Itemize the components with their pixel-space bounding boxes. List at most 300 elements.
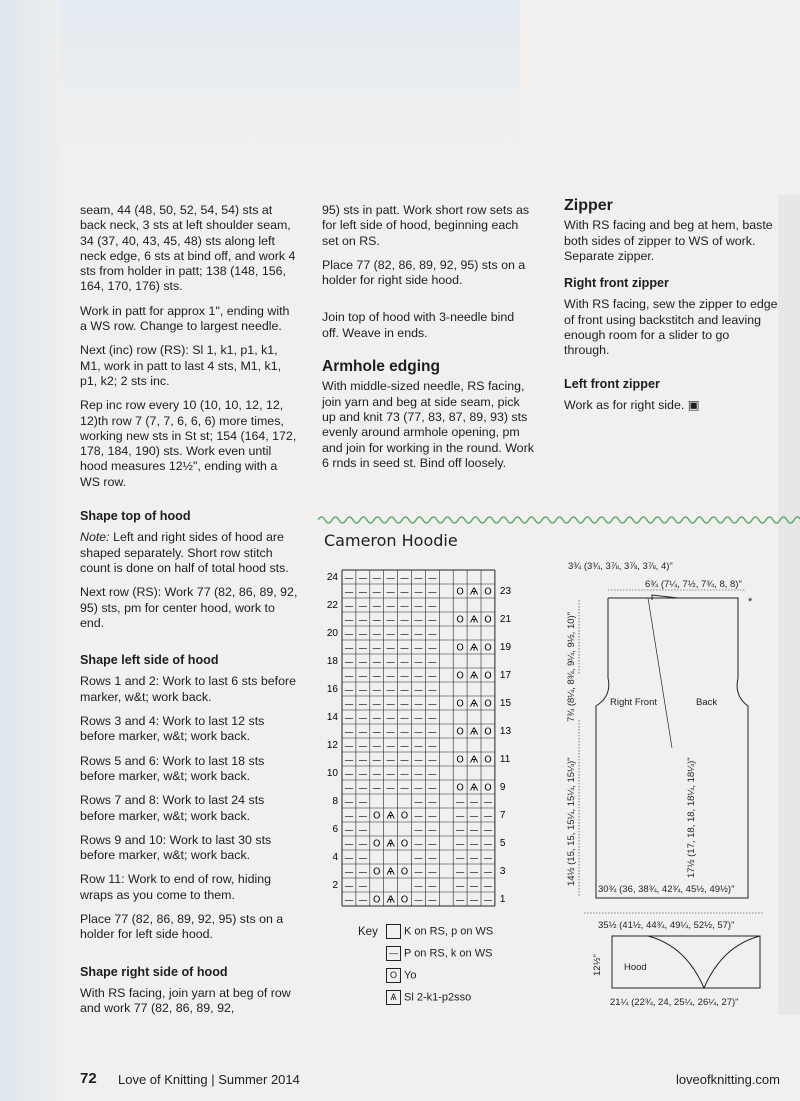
page-bleed-top: [60, 0, 520, 160]
chart-stitch-symbol: —: [413, 643, 423, 654]
chart-stitch-symbol: —: [400, 629, 410, 640]
paragraph: With RS facing, join yarn at beg of row and work 77 (82, 86, 89, 92,: [80, 985, 291, 1016]
chart-stitch-symbol: —: [372, 573, 382, 584]
hood-width-label: 35½ (41½, 44¾, 49¼, 52½, 57)": [598, 920, 735, 931]
chart-stitch-symbol: —: [386, 769, 396, 780]
chart-title: Cameron Hoodie: [324, 531, 458, 550]
chart-stitch-symbol: —: [358, 601, 368, 612]
chart-row-number-right: 1: [499, 894, 506, 905]
chart-stitch-symbol: —: [427, 615, 437, 626]
chart-stitch-symbol: —: [344, 713, 354, 724]
chart-row-number-right: 11: [499, 754, 511, 765]
chart-stitch-symbol: Ѧ: [386, 894, 395, 906]
wavy-divider: [318, 512, 800, 528]
chart-stitch-symbol: —: [455, 853, 465, 864]
chart-row-number-left: 2: [332, 880, 338, 891]
chart-stitch-symbol: —: [372, 601, 382, 612]
chart-stitch-symbol: —: [358, 797, 368, 808]
chart-stitch-symbol: —: [358, 643, 368, 654]
chart-stitch-symbol: —: [400, 671, 410, 682]
chart-stitch-symbol: —: [413, 587, 423, 598]
chart-stitch-symbol: —: [400, 769, 410, 780]
chart-stitch-symbol: —: [358, 699, 368, 710]
chart-stitch-symbol: O: [456, 782, 464, 794]
chart-stitch-symbol: —: [413, 839, 423, 850]
chart-stitch-symbol: O: [373, 894, 381, 906]
chart-stitch-symbol: —: [413, 615, 423, 626]
chart-stitch-symbol: —: [483, 867, 493, 878]
page-bleed-left: [0, 0, 70, 1101]
paragraph: Rows 9 and 10: Work to last 30 sts before marker, w&t; work back.: [80, 832, 272, 863]
chart-stitch-symbol: —: [413, 881, 423, 892]
page-number: 72: [80, 1070, 97, 1087]
paragraph: Rows 3 and 4: Work to last 12 sts before marker, w&t; work back.: [80, 714, 265, 744]
chart-stitch-symbol: —: [483, 825, 493, 836]
chart-stitch-symbol: —: [386, 601, 396, 612]
chart-stitch-symbol: —: [386, 643, 396, 654]
chart-stitch-symbol: —: [427, 741, 437, 752]
column-2: [322, 203, 534, 480]
hood-base-label: 21¼ (22¾, 24, 25¼, 26¼, 27)": [610, 997, 739, 1008]
paragraph: [564, 398, 778, 413]
chart-stitch-symbol: —: [427, 573, 437, 584]
hood-height-label: 12½": [592, 954, 603, 976]
chart-stitch-symbol: —: [455, 867, 465, 878]
chart-stitch-symbol: —: [427, 671, 437, 682]
chart-stitch-symbol: —: [344, 671, 354, 682]
chart-stitch-symbol: Ѧ: [386, 866, 395, 878]
chart-stitch-symbol: —: [400, 657, 410, 668]
heading-left-front-zipper: Left front zipper: [564, 376, 660, 391]
chart-stitch-symbol: Ѧ: [469, 754, 479, 766]
chart-stitch-symbol: —: [427, 643, 437, 654]
chart-stitch-symbol: —: [358, 811, 368, 822]
paragraph: Rows 5 and 6: Work to last 18 sts before marker, w&t; work back.: [80, 753, 265, 783]
chart-stitch-symbol: —: [427, 769, 437, 780]
garment-schematic: [548, 560, 800, 1032]
chart-stitch-symbol: —: [372, 727, 382, 738]
chart-stitch-symbol: —: [455, 811, 465, 822]
chart-stitch-symbol: O: [400, 894, 409, 906]
chart-stitch-symbol: —: [469, 811, 479, 822]
chart-stitch-symbol: —: [358, 671, 368, 682]
chart-row-number-right: 15: [499, 698, 512, 709]
note-label: Note:: [80, 530, 110, 545]
chart-stitch-symbol: —: [483, 895, 493, 906]
chart-stitch-symbol: —: [427, 839, 437, 850]
key-item-sl2: [386, 990, 471, 1005]
chart-stitch-symbol: —: [372, 657, 382, 668]
chart-stitch-symbol: O: [484, 726, 492, 738]
chart-stitch-symbol: —: [358, 741, 368, 752]
paragraph: seam, 44 (48, 50, 52, 54, 54) sts at back neck, 3 sts at left shoulder seam, 34 (37, 40, 43, 45, 48) sts along left neck edge, 6 sts at bind off, and work 4 sts from holder in patt; 138 (148, 156, 164, 170, 176) sts.: [80, 203, 296, 294]
chart-stitch-symbol: O: [373, 838, 381, 850]
chart-stitch-symbol: Ѧ: [469, 726, 479, 738]
chart-stitch-symbol: —: [455, 881, 465, 892]
chart-stitch-symbol: —: [483, 797, 493, 808]
chart-stitch-symbol: —: [469, 895, 479, 906]
chart-stitch-symbol: —: [344, 755, 354, 766]
chart-stitch-symbol: —: [400, 615, 410, 626]
chart-stitch-symbol: O: [484, 754, 492, 766]
chart-stitch-symbol: —: [400, 601, 410, 612]
key-label-yo: Yo: [404, 969, 417, 982]
paragraph: 95) sts in patt. Work short row sets as for left side of hood, beginning each set on RS.: [322, 203, 530, 248]
heading-right-front-zipper: Right front zipper: [564, 276, 669, 291]
paragraph: With middle-sized needle, RS facing, join yarn and beg at side seam, pick up and knit 73 (77, 83, 87, 89, 93) sts evenly around armhole opening, pm and join for working in the round. Work 6 rnds in seed st. Bind off loosely.: [322, 379, 534, 470]
chart-stitch-symbol: —: [427, 657, 437, 668]
chart-row-number-left: 14: [326, 712, 338, 723]
chart-stitch-symbol: —: [344, 741, 354, 752]
chart-stitch-symbol: —: [413, 853, 423, 864]
chart-stitch-symbol: —: [344, 783, 354, 794]
knit-symbol: [386, 924, 401, 939]
chart-stitch-symbol: O: [456, 586, 464, 598]
chart-stitch-symbol: O: [456, 726, 464, 738]
chart-row-number-left: 16: [326, 684, 338, 695]
body-length-label: 14½ (15, 15, 15¼, 15¼, 15¼)": [566, 757, 577, 886]
chart-stitch-symbol: —: [386, 587, 396, 598]
chart-stitch-symbol: —: [344, 769, 354, 780]
chart-row-number-left: 8: [332, 796, 338, 807]
hem-width-label: 30¾ (36, 38¾, 42¾, 45½, 49½)": [598, 884, 735, 895]
note-text: Left and right sides of hood are shaped separately. Short row stitch count is done on half of total hood sts.: [80, 530, 289, 575]
chart-row-number-right: 21: [499, 614, 512, 625]
chart-stitch-symbol: —: [400, 699, 410, 710]
chart-stitch-symbol: —: [344, 657, 354, 668]
chart-stitch-symbol: Ѧ: [469, 614, 479, 626]
chart-stitch-symbol: —: [455, 839, 465, 850]
chart-stitch-symbol: —: [344, 685, 354, 696]
magazine-issue: Love of Knitting | Summer 2014: [118, 1072, 300, 1087]
paragraph: Rows 7 and 8: Work to last 24 sts before marker, w&t; work back.: [80, 793, 265, 823]
chart-stitch-symbol: —: [372, 783, 382, 794]
chart-stitch-symbol: —: [344, 811, 354, 822]
key-item-yo: [386, 968, 416, 983]
chart-stitch-symbol: O: [484, 614, 492, 626]
chart-row-number-left: 22: [326, 600, 338, 611]
chart-stitch-symbol: —: [386, 573, 396, 584]
chart-stitch-symbol: —: [469, 825, 479, 836]
back-label: Back: [696, 697, 718, 708]
chart-stitch-symbol: —: [358, 783, 368, 794]
chart-stitch-symbol: O: [400, 866, 409, 878]
chart-stitch-symbol: —: [386, 671, 396, 682]
chart-stitch-symbol: O: [484, 642, 492, 654]
chart-stitch-symbol: —: [427, 811, 437, 822]
chart-stitch-symbol: —: [400, 587, 410, 598]
chart-stitch-symbol: —: [483, 881, 493, 892]
chart-stitch-symbol: Ѧ: [469, 782, 479, 794]
chart-stitch-symbol: Ѧ: [469, 642, 479, 654]
chart-stitch-symbol: —: [372, 615, 382, 626]
chart-stitch-symbol: —: [413, 713, 423, 724]
chart-stitch-symbol: —: [427, 881, 437, 892]
chart-stitch-symbol: —: [413, 629, 423, 640]
paragraph: Next (inc) row (RS): Sl 1, k1, p1, k1, M1, work in patt to last 4 sts, M1, k1, p1, k2; 2 sts inc.: [80, 343, 282, 388]
chart-row-number-right: 17: [499, 670, 512, 681]
chart-stitch-symbol: O: [456, 614, 464, 626]
paragraph: Work in patt for approx 1", ending with a WS row. Change to largest needle.: [80, 303, 290, 334]
purl-symbol: —: [386, 946, 401, 961]
chart-stitch-symbol: —: [372, 643, 382, 654]
chart-stitch-symbol: —: [413, 895, 423, 906]
chart-stitch-symbol: —: [386, 713, 396, 724]
paragraph-text: Work as for right side.: [564, 397, 685, 412]
chart-stitch-symbol: —: [386, 741, 396, 752]
chart-stitch-symbol: —: [358, 853, 368, 864]
chart-stitch-symbol: —: [358, 685, 368, 696]
chart-stitch-symbol: —: [413, 573, 423, 584]
end-mark: ▣: [687, 397, 700, 412]
chart-stitch-symbol: —: [344, 629, 354, 640]
chart-stitch-symbol: —: [344, 895, 354, 906]
star-mark: *: [748, 596, 753, 608]
chart-row-number-right: 19: [499, 642, 512, 653]
hood-curve: [648, 936, 760, 988]
chart-stitch-symbol: —: [372, 671, 382, 682]
hood-label: Hood: [624, 962, 647, 973]
chart-stitch-symbol: O: [373, 866, 381, 878]
heading-shape-right-side: Shape right side of hood: [80, 964, 228, 979]
front-neck-line: [648, 598, 672, 748]
chart-row-number-left: 4: [332, 852, 338, 863]
paragraph: With RS facing, sew the zipper to edge of front using backstitch and leaving enough room for a slider to go through.: [564, 297, 778, 358]
chart-stitch-symbol: —: [344, 699, 354, 710]
chart-stitch-symbol: —: [427, 727, 437, 738]
chart-stitch-symbol: —: [372, 769, 382, 780]
stitch-chart: [320, 560, 530, 912]
paragraph: Next row (RS): Work 77 (82, 86, 89, 92, 95) sts, pm for center hood, work to end.: [80, 585, 298, 630]
chart-stitch-symbol: —: [483, 839, 493, 850]
chart-row-number-right: 3: [499, 866, 506, 877]
chart-stitch-symbol: —: [400, 727, 410, 738]
chart-row-number-right: 7: [499, 810, 506, 821]
chart-stitch-symbol: —: [427, 699, 437, 710]
sl2-symbol: Ѧ: [386, 990, 401, 1005]
chart-stitch-symbol: —: [427, 867, 437, 878]
right-front-label: Right Front: [610, 697, 657, 708]
neck-width-label: 6¾ (7¼, 7½, 7¾, 8, 8)": [645, 579, 742, 590]
armhole-label: 7¾ (8¼, 8¾, 9¼, 9½, 10)": [566, 611, 577, 722]
chart-stitch-symbol: Ѧ: [386, 810, 395, 822]
chart-stitch-symbol: —: [413, 811, 423, 822]
chart-stitch-symbol: —: [400, 755, 410, 766]
chart-stitch-symbol: —: [344, 573, 354, 584]
chart-stitch-symbol: —: [427, 853, 437, 864]
chart-stitch-symbol: O: [484, 782, 492, 794]
chart-row-number-right: 9: [499, 782, 506, 793]
chart-stitch-symbol: —: [400, 741, 410, 752]
chart-stitch-symbol: —: [358, 657, 368, 668]
chart-stitch-symbol: O: [400, 810, 409, 822]
chart-stitch-symbol: —: [483, 811, 493, 822]
key-item-knit: [386, 924, 493, 939]
chart-stitch-symbol: —: [427, 685, 437, 696]
chart-stitch-symbol: —: [358, 615, 368, 626]
chart-stitch-symbol: —: [469, 853, 479, 864]
paragraph: Rows 1 and 2: Work to last 6 sts before marker, w&t; work back.: [80, 674, 297, 704]
heading-zipper: Zipper: [564, 197, 613, 214]
chart-stitch-symbol: —: [413, 685, 423, 696]
chart-stitch-symbol: —: [413, 601, 423, 612]
key-label-sl2: Sl 2-k1-p2sso: [404, 991, 472, 1004]
top-width-label: 3¾ (3¾, 3⅞, 3⅞, 3⅞, 4)": [568, 561, 673, 572]
chart-stitch-symbol: —: [344, 839, 354, 850]
side-length-label: 17½ (17, 18, 18, 18¼, 18¼)": [686, 757, 697, 878]
chart-stitch-symbol: —: [469, 881, 479, 892]
chart-stitch-symbol: —: [427, 587, 437, 598]
chart-stitch-symbol: —: [427, 895, 437, 906]
chart-stitch-symbol: —: [469, 839, 479, 850]
chart-stitch-symbol: O: [456, 642, 464, 654]
chart-stitch-symbol: —: [413, 769, 423, 780]
chart-stitch-symbol: —: [400, 643, 410, 654]
chart-stitch-symbol: —: [372, 629, 382, 640]
paragraph: Rep inc row every 10 (10, 10, 12, 12, 12)th row 7 (7, 7, 6, 6, 6) more times, working new sts in St st; 154 (164, 172, 178, 184, 190) sts. Work even until hood measures 12½", ending with a WS row.: [80, 398, 297, 489]
chart-stitch-symbol: O: [373, 810, 381, 822]
chart-stitch-symbol: —: [386, 699, 396, 710]
paragraph: Place 77 (82, 86, 89, 92, 95) sts on a holder for right side hood.: [322, 257, 526, 288]
chart-stitch-symbol: —: [344, 881, 354, 892]
chart-stitch-symbol: —: [358, 713, 368, 724]
heading-armhole-edging: Armhole edging: [322, 358, 440, 376]
chart-row-number-left: 20: [326, 628, 338, 639]
chart-stitch-symbol: —: [413, 657, 423, 668]
chart-stitch-symbol: —: [344, 615, 354, 626]
chart-stitch-symbol: —: [358, 769, 368, 780]
chart-row-number-left: 12: [326, 740, 338, 751]
chart-stitch-symbol: —: [372, 741, 382, 752]
chart-stitch-symbol: —: [344, 825, 354, 836]
chart-stitch-symbol: Ѧ: [469, 586, 479, 598]
chart-stitch-symbol: —: [358, 825, 368, 836]
chart-stitch-symbol: —: [358, 727, 368, 738]
chart-stitch-symbol: —: [455, 797, 465, 808]
chart-stitch-symbol: —: [386, 755, 396, 766]
chart-stitch-symbol: Ѧ: [469, 698, 479, 710]
chart-stitch-symbol: —: [344, 867, 354, 878]
paragraph: Place 77 (82, 86, 89, 92, 95) sts on a holder for left side hood.: [80, 911, 284, 942]
heading-shape-top-of-hood: Shape top of hood: [80, 509, 191, 524]
chart-stitch-symbol: —: [372, 713, 382, 724]
chart-stitch-symbol: O: [484, 698, 492, 710]
chart-stitch-symbol: —: [427, 783, 437, 794]
chart-stitch-symbol: —: [413, 741, 423, 752]
chart-stitch-symbol: O: [456, 754, 464, 766]
chart-stitch-symbol: —: [386, 685, 396, 696]
chart-stitch-symbol: —: [344, 727, 354, 738]
chart-stitch-symbol: —: [344, 643, 354, 654]
chart-stitch-symbol: O: [484, 586, 492, 598]
chart-stitch-symbol: —: [386, 629, 396, 640]
chart-stitch-symbol: —: [386, 657, 396, 668]
chart-row-number-left: 18: [326, 656, 338, 667]
chart-stitch-symbol: —: [344, 853, 354, 864]
website: loveofknitting.com: [675, 1072, 780, 1087]
chart-stitch-symbol: —: [372, 587, 382, 598]
chart-stitch-symbol: Ѧ: [469, 670, 479, 682]
chart-stitch-symbol: —: [400, 783, 410, 794]
chart-stitch-symbol: —: [413, 797, 423, 808]
chart-stitch-symbol: —: [400, 573, 410, 584]
key-item-purl: [386, 946, 492, 961]
chart-stitch-symbol: —: [358, 839, 368, 850]
yo-symbol: O: [386, 968, 401, 983]
chart-stitch-symbol: O: [484, 670, 492, 682]
paragraph: Row 11: Work to end of row, hiding wraps as you come to them.: [80, 872, 272, 902]
chart-stitch-symbol: —: [386, 615, 396, 626]
chart-row-number-left: 24: [326, 572, 338, 583]
chart-stitch-symbol: —: [358, 587, 368, 598]
chart-stitch-symbol: —: [358, 629, 368, 640]
chart-stitch-symbol: —: [413, 755, 423, 766]
chart-stitch-symbol: —: [413, 727, 423, 738]
paragraph: With RS facing and beg at hem, baste both sides of zipper to WS of work. Separate zipper.: [564, 218, 773, 263]
chart-stitch-symbol: —: [427, 797, 437, 808]
heading-shape-left-side: Shape left side of hood: [80, 653, 219, 668]
chart-row-number-right: 13: [499, 726, 512, 737]
chart-stitch-symbol: —: [483, 853, 493, 864]
chart-row-number-left: 6: [332, 824, 338, 835]
column-3: [564, 198, 778, 422]
chart-stitch-symbol: —: [413, 825, 423, 836]
chart-stitch-symbol: —: [344, 797, 354, 808]
chart-stitch-symbol: —: [372, 685, 382, 696]
chart-stitch-symbol: —: [469, 797, 479, 808]
chart-row-number-right: 5: [499, 838, 506, 849]
chart-stitch-symbol: O: [456, 698, 464, 710]
chart-stitch-symbol: —: [413, 783, 423, 794]
chart-stitch-symbol: —: [358, 867, 368, 878]
key-label-knit: K on RS, p on WS: [404, 925, 494, 938]
chart-stitch-symbol: —: [427, 601, 437, 612]
chart-stitch-symbol: —: [386, 727, 396, 738]
chart-stitch-symbol: —: [344, 587, 354, 598]
chart-stitch-symbol: —: [372, 699, 382, 710]
paragraph: Join top of hood with 3-needle bind off. Weave in ends.: [322, 310, 515, 340]
chart-stitch-symbol: Ѧ: [386, 838, 395, 850]
chart-stitch-symbol: —: [400, 685, 410, 696]
chart-stitch-symbol: —: [413, 699, 423, 710]
key-label-purl: P on RS, k on WS: [404, 947, 493, 960]
chart-stitch-symbol: —: [386, 783, 396, 794]
chart-stitch-symbol: —: [372, 755, 382, 766]
chart-stitch-symbol: —: [455, 825, 465, 836]
chart-row-number-left: 10: [326, 768, 338, 779]
chart-stitch-symbol: —: [469, 867, 479, 878]
chart-stitch-symbol: —: [358, 895, 368, 906]
chart-stitch-symbol: O: [456, 670, 464, 682]
chart-stitch-symbol: —: [413, 671, 423, 682]
chart-stitch-symbol: —: [413, 867, 423, 878]
chart-stitch-symbol: —: [427, 629, 437, 640]
chart-stitch-symbol: —: [427, 825, 437, 836]
chart-stitch-symbol: —: [427, 713, 437, 724]
chart-stitch-symbol: —: [358, 755, 368, 766]
chart-stitch-symbol: —: [344, 601, 354, 612]
note-paragraph: [80, 530, 298, 576]
chart-stitch-symbol: —: [358, 573, 368, 584]
chart-row-number-right: 23: [499, 586, 512, 597]
chart-stitch-symbol: O: [400, 838, 409, 850]
column-1: [80, 203, 298, 1025]
chart-stitch-symbol: —: [427, 755, 437, 766]
chart-stitch-symbol: —: [358, 881, 368, 892]
chart-stitch-symbol: —: [400, 713, 410, 724]
key-title: Key: [358, 926, 378, 938]
chart-stitch-symbol: —: [455, 895, 465, 906]
